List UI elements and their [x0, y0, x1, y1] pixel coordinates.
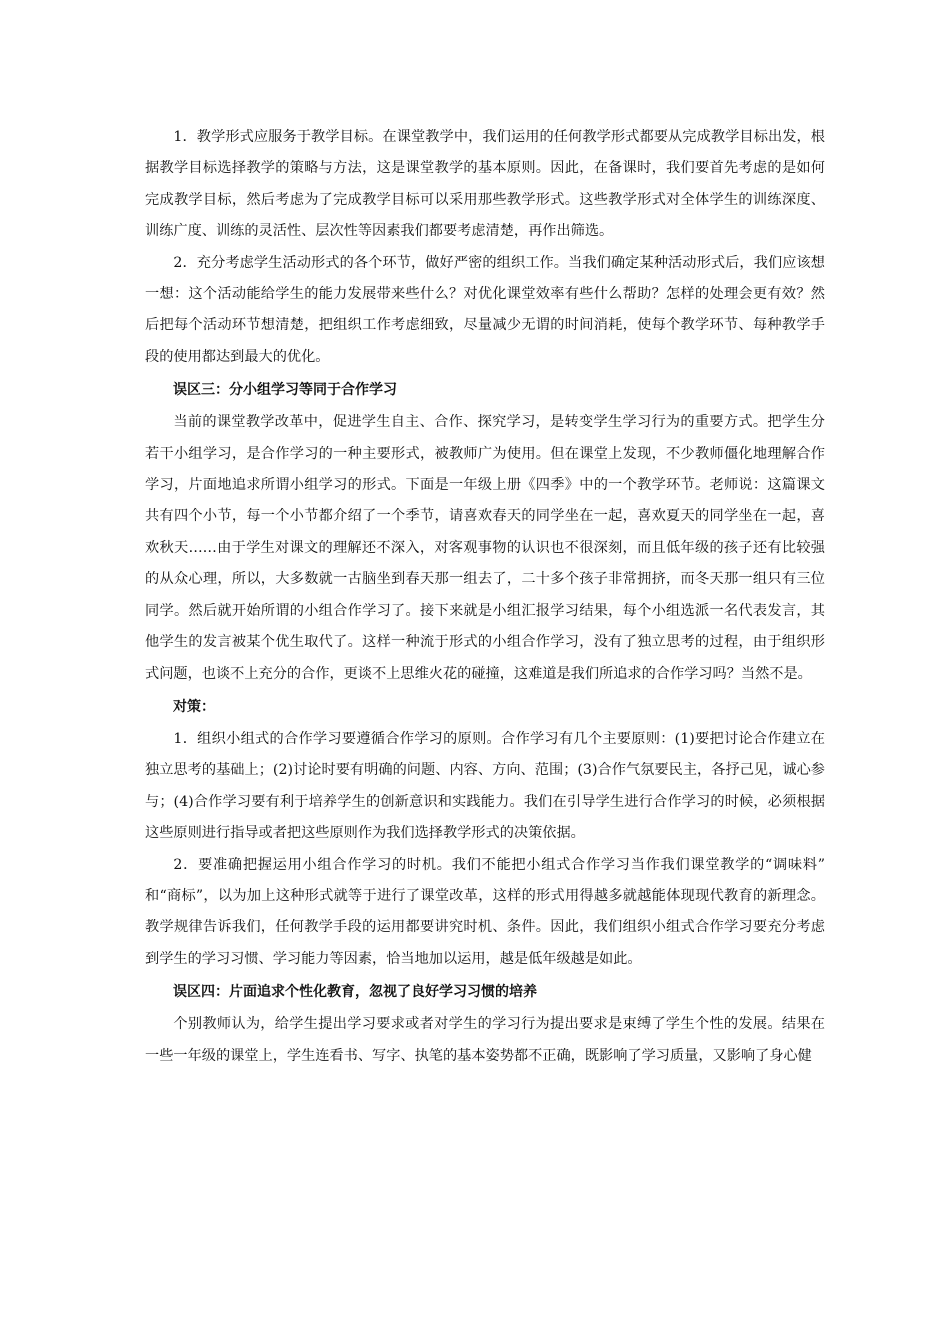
paragraph-4: 1．组织小组式的合作学习要遵循合作学习的原则。合作学习有几个主要原则：(1)要把讨论合作建立在独立思考的基础上；(2)讨论时要有明确的问题、内容、方向、范围；(3)合作气氛要民主，各抒己见，诚心参与；(4)合作学习要有利于培养学生的创新意识和实践能力。我们在引导学生进行合作学习的时候，必须根据这些原则进行指导或者把这些原则作为我们选择教学形式的决策依据。	[145, 730, 825, 842]
paragraph-2: 2．充分考虑学生活动形式的各个环节，做好严密的组织工作。当我们确定某种活动形式后，我们应该想一想：这个活动能给学生的能力发展带来些什么？对优化课堂效率有些什么帮助？怎样的处理会更有效？然后把每个活动环节想清楚，把组织工作考虑细致，尽量减少无谓的时间消耗，使每个教学环节、每种教学手段的使用都达到最大的优化。	[145, 254, 825, 365]
paragraph-6: 个别教师认为，给学生提出学习要求或者对学生的学习行为提出要求是束缚了学生个性的发展。结果在一些一年级的课堂上，学生连看书、写字、执笔的基本姿势都不正确，既影响了学习质量，又影响了身心健	[145, 1016, 825, 1064]
paragraph-5: 2．要准确把握运用小组合作学习的时机。我们不能把小组式合作学习当作我们课堂教学的“调味料” 和“商标”，以为加上这种形式就等于进行了课堂改革，这样的形式用得越多就越能体现现代教育的新理念。教学规律告诉我们，任何教学手段的运用都要讲究时机、条件。因此，我们组织小组式合作学习要充分考虑到学生的学习习惯、学习能力等因素，恰当地加以运用，越是低年级越是如此。	[145, 856, 825, 967]
section-heading-misconception-4: 误区四：片面追求个性化教育，忽视了良好学习习惯的培养	[173, 984, 537, 1001]
document-body	[145, 122, 825, 1072]
section-heading-misconception-3: 误区三：分小组学习等同于合作学习	[173, 382, 397, 399]
paragraph-3: 当前的课堂教学改革中，促进学生自主、合作、探究学习，是转变学生学习行为的重要方式。把学生分若干小组学习，是合作学习的一种主要形式，被教师广为使用。但在课堂上发现，不少教师僵化地理解合作学习，片面地追求所谓小组学习的形式。下面是一年级上册《四季》中的一个教学环节。老师说：这篇课文共有四个小节，每一个小节都介绍了一个季节，请喜欢春天的同学坐在一起，喜欢夏天的同学坐在一起，喜欢秋天……由于学生对课文的理解还不深入，对客观事物的认识也不很深刻，而且低年级的孩子还有比较强的从众心理，所以，大多数就一古脑坐到春天那一组去了，二十多个孩子非常拥挤，而冬天那一组只有三位同学。然后就开始所谓的小组合作学习了。接下来就是小组汇报学习结果，每个小组选派一名代表发言，其他学生的发言被某个优生取代了。这样一种流于形式的小组合作学习，没有了独立思考的过程，由于组织形式问题，也谈不上充分的合作，更谈不上思维火花的碰撞，这难道是我们所追求的合作学习吗？当然不是。	[145, 414, 825, 682]
section-heading-countermeasures: 对策：	[173, 698, 215, 715]
paragraph-1: 1．教学形式应服务于教学目标。在课堂教学中，我们运用的任何教学形式都要从完成教学目标出发，根据教学目标选择教学的策略与方法，这是课堂教学的基本原则。因此，在备课时，我们要首先考虑的是如何完成教学目标，然后考虑为了完成教学目标可以采用那些教学形式。这些教学形式对全体学生的训练深度、训练广度、训练的灵活性、层次性等因素我们都要考虑清楚，再作出筛选。	[145, 129, 825, 240]
